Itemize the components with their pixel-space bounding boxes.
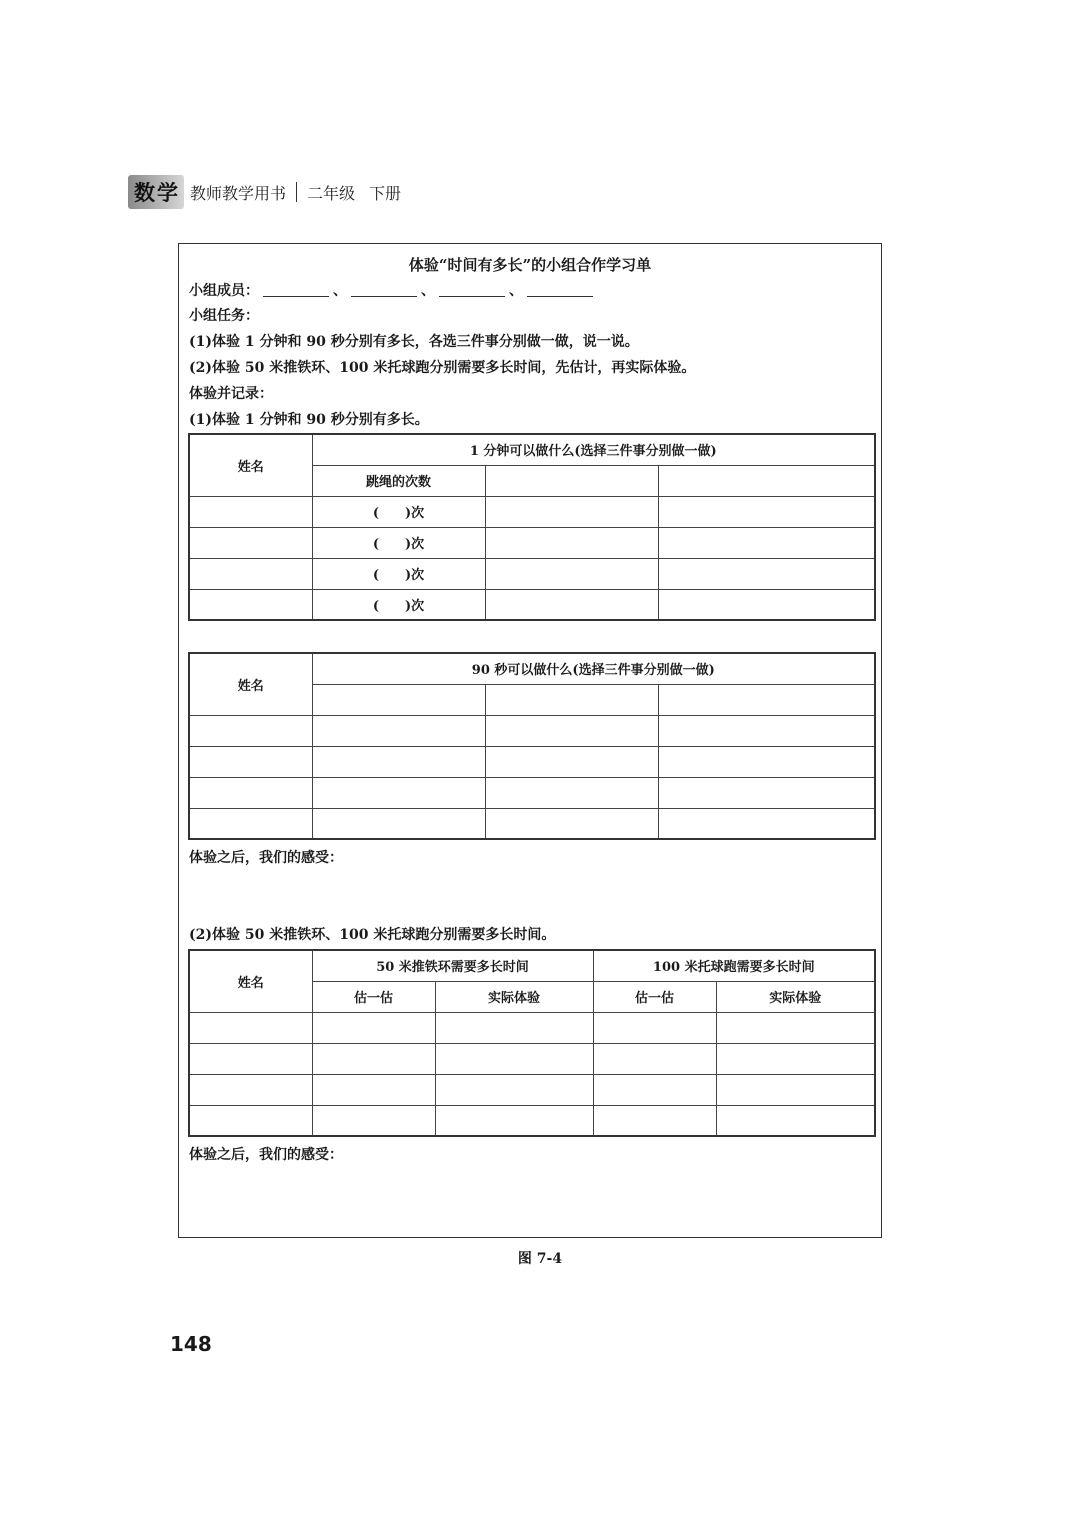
- activity-cell[interactable]: [485, 527, 658, 558]
- name-header: 姓名: [189, 950, 312, 1012]
- activity-cell[interactable]: [658, 558, 875, 589]
- name-cell[interactable]: [189, 808, 312, 839]
- worksheet-title: 体验“时间有多长”的小组合作学习单: [408, 256, 652, 274]
- worksheet: [178, 243, 882, 1238]
- activity-time-table: [188, 949, 876, 1137]
- activity-cell[interactable]: [485, 715, 658, 746]
- name-cell[interactable]: [189, 1105, 312, 1136]
- actual-header: 实际体验: [435, 981, 593, 1012]
- count-cell[interactable]: ( )次: [312, 558, 485, 589]
- ball-run-header: 100 米托球跑需要多长时间: [593, 950, 875, 981]
- activity-cell[interactable]: [658, 684, 875, 715]
- time-cell[interactable]: [593, 1074, 716, 1105]
- count-cell[interactable]: ( )次: [312, 527, 485, 558]
- one-minute-table: [188, 433, 876, 621]
- activity-cell[interactable]: [658, 746, 875, 777]
- page-header: [128, 176, 401, 208]
- members-line: [189, 280, 597, 300]
- time-cell[interactable]: [435, 1043, 593, 1074]
- task-1: (1)体验 1 分钟和 90 秒分别有多长，各选三件事分别做一做，说一说。: [189, 334, 639, 350]
- name-header: 姓名: [189, 434, 312, 496]
- activity-cell[interactable]: [312, 808, 485, 839]
- feeling-label-2: 体验之后，我们的感受：: [189, 1147, 343, 1163]
- separator: 、: [421, 283, 435, 299]
- task-2: (2)体验 50 米推铁环、100 米托球跑分别需要多长时间，先估计，再实际体验。: [189, 360, 696, 376]
- name-cell[interactable]: [189, 1012, 312, 1043]
- activity-cell[interactable]: [658, 527, 875, 558]
- activity-cell[interactable]: [658, 715, 875, 746]
- section-2-title: (2)体验 50 米推铁环、100 米托球跑分别需要多长时间。: [189, 927, 556, 943]
- volume-label: 下册: [369, 183, 402, 203]
- logo-char-2: 学: [157, 181, 178, 205]
- time-cell[interactable]: [312, 1105, 435, 1136]
- name-cell[interactable]: [189, 1074, 312, 1105]
- name-cell[interactable]: [189, 589, 312, 620]
- time-cell[interactable]: [593, 1043, 716, 1074]
- figure-caption: 图 7-4: [517, 1251, 563, 1267]
- activity-cell[interactable]: [485, 589, 658, 620]
- time-cell[interactable]: [435, 1012, 593, 1043]
- time-cell[interactable]: [716, 1074, 875, 1105]
- record-label: 体验并记录：: [189, 386, 273, 402]
- name-cell[interactable]: [189, 527, 312, 558]
- activity-cell[interactable]: [658, 496, 875, 527]
- name-cell[interactable]: [189, 715, 312, 746]
- time-cell[interactable]: [312, 1043, 435, 1074]
- grade-label: 二年级: [307, 183, 356, 203]
- time-cell[interactable]: [312, 1074, 435, 1105]
- members-label: 小组成员：: [189, 283, 259, 299]
- activity-cell[interactable]: [312, 777, 485, 808]
- activity-cell[interactable]: [485, 465, 658, 496]
- time-cell[interactable]: [435, 1105, 593, 1136]
- activity-cell[interactable]: [312, 746, 485, 777]
- activity-cell[interactable]: [485, 558, 658, 589]
- separator: 、: [509, 283, 523, 299]
- activity-cell[interactable]: [485, 808, 658, 839]
- time-cell[interactable]: [593, 1105, 716, 1136]
- header-divider: [296, 182, 297, 202]
- time-cell[interactable]: [716, 1043, 875, 1074]
- ninety-seconds-header: 90 秒可以做什么(选择三件事分别做一做): [312, 653, 875, 684]
- name-cell[interactable]: [189, 558, 312, 589]
- estimate-header: 估一估: [312, 981, 435, 1012]
- member-blank-3[interactable]: [439, 282, 505, 297]
- activity-cell[interactable]: [312, 684, 485, 715]
- count-cell[interactable]: ( )次: [312, 589, 485, 620]
- feeling-label-1: 体验之后，我们的感受：: [189, 850, 343, 866]
- activity-cell[interactable]: [312, 715, 485, 746]
- jump-rope-header: 跳绳的次数: [312, 465, 485, 496]
- actual-header: 实际体验: [716, 981, 875, 1012]
- hoop-header: 50 米推铁环需要多长时间: [312, 950, 593, 981]
- activity-cell[interactable]: [485, 777, 658, 808]
- activity-cell[interactable]: [658, 777, 875, 808]
- time-cell[interactable]: [716, 1105, 875, 1136]
- separator: 、: [333, 283, 347, 299]
- time-cell[interactable]: [312, 1012, 435, 1043]
- time-cell[interactable]: [716, 1012, 875, 1043]
- activity-cell[interactable]: [658, 589, 875, 620]
- activity-cell[interactable]: [658, 808, 875, 839]
- activity-cell[interactable]: [485, 746, 658, 777]
- logo-char-1: 数: [134, 181, 155, 205]
- activity-cell[interactable]: [658, 465, 875, 496]
- ninety-seconds-table: [188, 652, 876, 840]
- name-cell[interactable]: [189, 1043, 312, 1074]
- member-blank-4[interactable]: [527, 282, 593, 297]
- name-header: 姓名: [189, 653, 312, 715]
- estimate-header: 估一估: [593, 981, 716, 1012]
- name-cell[interactable]: [189, 746, 312, 777]
- name-cell[interactable]: [189, 496, 312, 527]
- one-minute-header: 1 分钟可以做什么(选择三件事分别做一做): [312, 434, 875, 465]
- time-cell[interactable]: [593, 1012, 716, 1043]
- activity-cell[interactable]: [485, 684, 658, 715]
- name-cell[interactable]: [189, 777, 312, 808]
- time-cell[interactable]: [435, 1074, 593, 1105]
- activity-cell[interactable]: [485, 496, 658, 527]
- task-label: 小组任务：: [189, 308, 259, 324]
- page-number: 148: [170, 1332, 212, 1356]
- count-cell[interactable]: ( )次: [312, 496, 485, 527]
- member-blank-2[interactable]: [351, 282, 417, 297]
- section-1-title: (1)体验 1 分钟和 90 秒分别有多长。: [189, 412, 429, 428]
- subject-logo: [128, 175, 184, 209]
- book-title: 教师教学用书: [190, 183, 287, 203]
- member-blank-1[interactable]: [263, 282, 329, 297]
